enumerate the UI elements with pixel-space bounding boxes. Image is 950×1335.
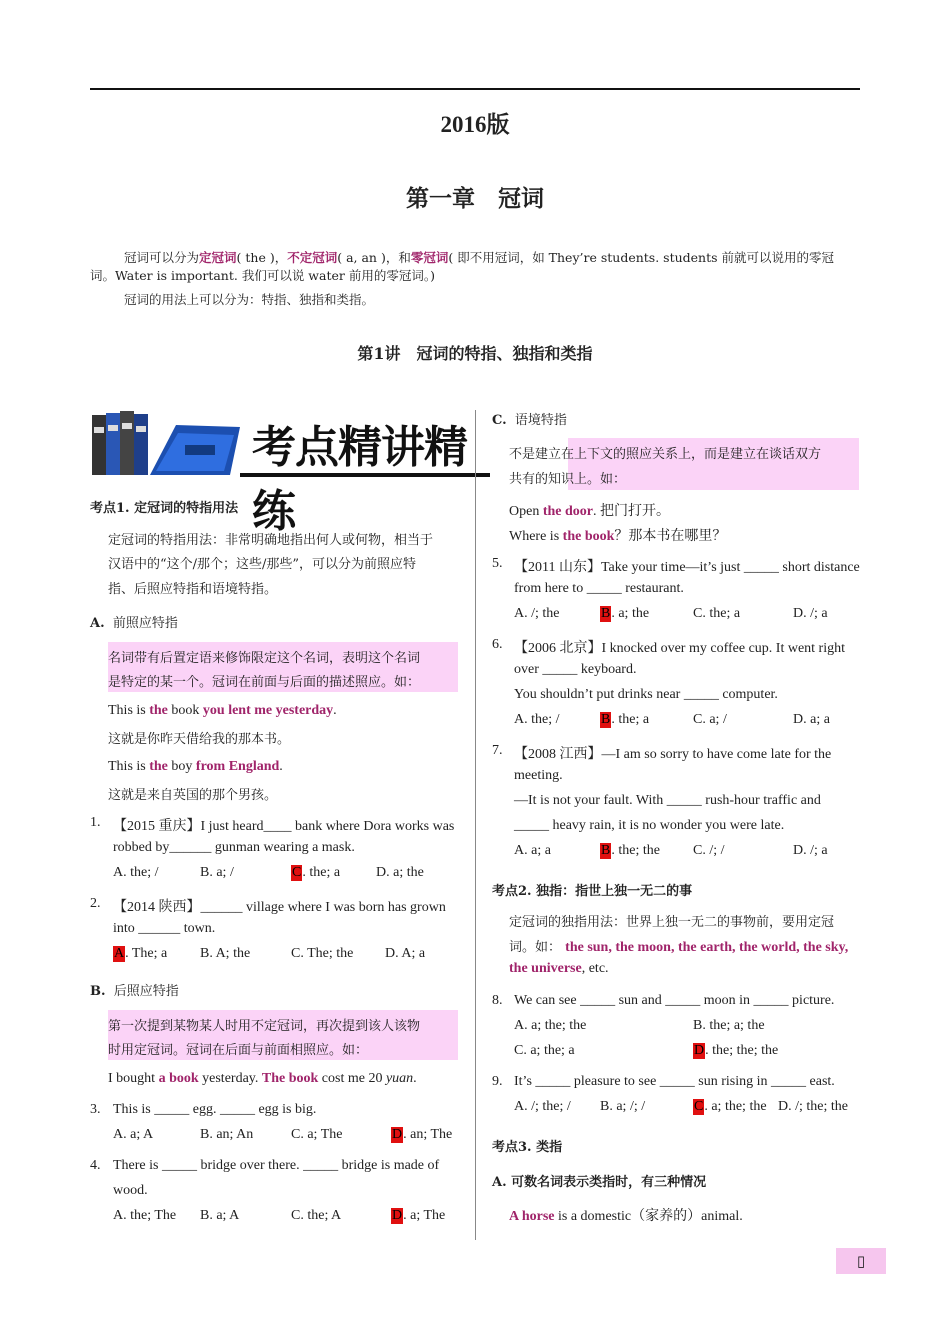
q9-option-c: C. a; the; the xyxy=(694,1099,767,1114)
q7-line-2: meeting. xyxy=(514,768,563,783)
section-b-heading: B. 后照应特指 xyxy=(90,984,179,999)
intro-usage: 冠词的用法上可以分为：特指、独指和类指。 xyxy=(124,292,375,307)
example-4: Open the door. 把门打开。 xyxy=(509,504,670,519)
example-1: This is the book you lent me yesterday. xyxy=(108,703,337,718)
example-2: This is the boy from England. xyxy=(108,759,283,774)
q7-line-4: _____ heavy rain, it is no wonder you were late. xyxy=(514,818,785,833)
q4-number: 4. xyxy=(90,1158,101,1173)
edition-title: 2016版 xyxy=(440,112,510,137)
banner-underline xyxy=(240,473,490,477)
q6-option-b: B. the; a xyxy=(601,712,650,727)
q9-option-a: A. /; the; / xyxy=(514,1099,571,1114)
q2-option-b: B. A; the xyxy=(200,946,251,961)
intro-paragraph-cont: 词。Water is important. 我们可以说 water 前用的零冠词。) xyxy=(90,268,435,283)
q6-line-2: over _____ keyboard. xyxy=(514,662,637,677)
q4-option-d: D. a; The xyxy=(392,1208,446,1223)
q3-option-d: D. an; The xyxy=(392,1127,453,1142)
q5-line-2: from here to _____ restaurant. xyxy=(514,581,684,596)
k2-title: 考点2. 独指：指世上独一无二的事 xyxy=(492,884,693,899)
example-5: Where is the book？那本书在哪里？ xyxy=(509,529,727,544)
section-c-heading: C. 语境特指 xyxy=(492,413,567,428)
k1-desc-3: 指、后照应特指和语境特指。 xyxy=(108,582,278,597)
q3-line-1: This is _____ egg. _____ egg is big. xyxy=(113,1102,317,1117)
banner-title: 考点精讲精练 xyxy=(252,422,467,537)
c-box-1: 不是建立在上下文的照应关系上，而是建立在谈话双方 xyxy=(509,447,822,462)
q7-number: 7. xyxy=(492,743,503,758)
q6-line-1: 【2006 北京】I knocked over my coffee cup. It went right xyxy=(514,641,845,656)
q9-line-1: It’s _____ pleasure to see _____ sun rising in _____ east. xyxy=(514,1074,835,1089)
q4-line-2: wood. xyxy=(113,1183,148,1198)
example-3: I bought a book yesterday. The book cost me 20 yuan. xyxy=(108,1071,417,1086)
q6-option-a: A. the; / xyxy=(514,712,560,727)
q6-line-3: You shouldn’t put drinks near _____ computer. xyxy=(514,687,778,702)
q2-option-c: C. The; the xyxy=(291,946,354,961)
q8-option-b: B. the; a; the xyxy=(693,1018,765,1033)
q6-number: 6. xyxy=(492,637,503,652)
k2-line-2: 词。如： the sun, the moon, the earth, the world, the sky, xyxy=(509,940,849,955)
k3-title: 考点3. 类指 xyxy=(492,1140,563,1155)
q9-option-b: B. a; /; / xyxy=(600,1099,646,1114)
q8-option-a: A. a; the; the xyxy=(514,1018,587,1033)
column-divider xyxy=(475,410,476,1240)
q2-number: 2. xyxy=(90,896,101,911)
k1-desc-2: 汉语中的“这个/那个；这些/那些”，可以分为前照应特 xyxy=(108,557,417,572)
binders-illustration xyxy=(90,405,250,481)
q7-line-1: 【2008 江西】—I am so sorry to have come late for the xyxy=(514,747,832,762)
k2-line-3: the universe, etc. xyxy=(509,961,609,976)
q4-option-b: B. a; A xyxy=(200,1208,240,1223)
chapter-title: 第一章 冠词 xyxy=(406,185,544,212)
example-2-cn: 这就是来自英国的那个男孩。 xyxy=(108,788,278,803)
q3-option-a: A. a; A xyxy=(113,1127,154,1142)
page-marker: ▯ xyxy=(836,1248,886,1274)
k1-title: 考点1. 定冠词的特指用法 xyxy=(90,501,239,516)
q5-option-c: C. the; a xyxy=(693,606,741,621)
q5-number: 5. xyxy=(492,556,503,571)
q4-line-1: There is _____ bridge over there. _____ bridge is made of xyxy=(113,1158,440,1173)
q2-option-a: A. The; a xyxy=(114,946,168,961)
q8-number: 8. xyxy=(492,993,503,1008)
q1-number: 1. xyxy=(90,815,101,830)
q6-option-d: D. a; a xyxy=(793,712,830,727)
k3-subheading-a: A. 可数名词表示类指时，有三种情况 xyxy=(492,1175,707,1190)
c-box-2: 共有的知识上。如： xyxy=(509,472,627,487)
a-box-2: 是特定的某一个。冠词在前面与后面的描述照应。如： xyxy=(108,675,421,690)
example-6: A horse is a domestic（家养的）animal. xyxy=(509,1209,743,1224)
q7-option-b: B. the; the xyxy=(601,843,660,858)
b-box-1: 第一次提到某物某人时用不定冠词，再次提到该人该物 xyxy=(108,1019,421,1034)
q6-option-c: C. a; / xyxy=(693,712,727,727)
q9-option-d: D. /; the; the xyxy=(778,1099,848,1114)
example-1-cn: 这就是你昨天借给我的那本书。 xyxy=(108,732,291,747)
q8-option-d: D. the; the; the xyxy=(694,1043,779,1058)
k1-desc-1: 定冠词的特指用法：非常明确地指出何人或何物，相当于 xyxy=(108,533,434,548)
top-rule xyxy=(90,88,860,90)
q4-option-a: A. the; The xyxy=(113,1208,177,1223)
q1-option-c: C. the; a xyxy=(292,865,341,880)
q2-option-d: D. A; a xyxy=(385,946,426,961)
q9-number: 9. xyxy=(492,1074,503,1089)
a-box-1: 名词带有后置定语来修饰限定这个名词，表明这个名词 xyxy=(108,651,421,666)
q3-option-b: B. an; An xyxy=(200,1127,254,1142)
q1-option-d: D. a; the xyxy=(376,865,424,880)
q7-option-a: A. a; a xyxy=(514,843,551,858)
q5-option-b: B. a; the xyxy=(601,606,650,621)
q7-option-c: C. /; / xyxy=(693,843,725,858)
q5-option-a: A. /; the xyxy=(514,606,560,621)
q7-option-d: D. /; a xyxy=(793,843,828,858)
q3-number: 3. xyxy=(90,1102,101,1117)
lecture-title: 第1讲 冠词的特指、独指和类指 xyxy=(357,344,593,363)
q4-option-c: C. the; A xyxy=(291,1208,342,1223)
q8-option-c: C. a; the; a xyxy=(514,1043,575,1058)
section-a-heading: A. 前照应特指 xyxy=(90,616,178,631)
q1-option-b: B. a; / xyxy=(200,865,234,880)
q5-option-d: D. /; a xyxy=(793,606,828,621)
b-box-2: 时用定冠词。冠词在后面与前面相照应。如： xyxy=(108,1043,369,1058)
q1-option-a: A. the; / xyxy=(113,865,159,880)
q1-line-2: robbed by______ gunman wearing a mask. xyxy=(113,840,355,855)
q3-option-c: C. a; The xyxy=(291,1127,343,1142)
k2-line-1: 定冠词的独指用法：世界上独一无二的事物前，要用定冠 xyxy=(509,915,835,930)
q1-line-1: 【2015 重庆】I just heard____ bank where Dora works was xyxy=(113,819,455,834)
q7-line-3: —It is not your fault. With _____ rush-hour traffic and xyxy=(514,793,821,808)
q2-line-1: 【2014 陕西】______ village where I was born has grown xyxy=(113,900,446,915)
intro-paragraph: 冠词可以分为定冠词( the )，不定冠词( a, an )，和零冠词( 即不用冠词，如 They’re students. students 前就可以说用的零冠 xyxy=(124,250,835,265)
q2-line-2: into ______ town. xyxy=(113,921,216,936)
q8-line-1: We can see _____ sun and _____ moon in _____ picture. xyxy=(514,993,835,1008)
q5-line-1: 【2011 山东】Take your time—it’s just _____ short distance xyxy=(514,560,860,575)
